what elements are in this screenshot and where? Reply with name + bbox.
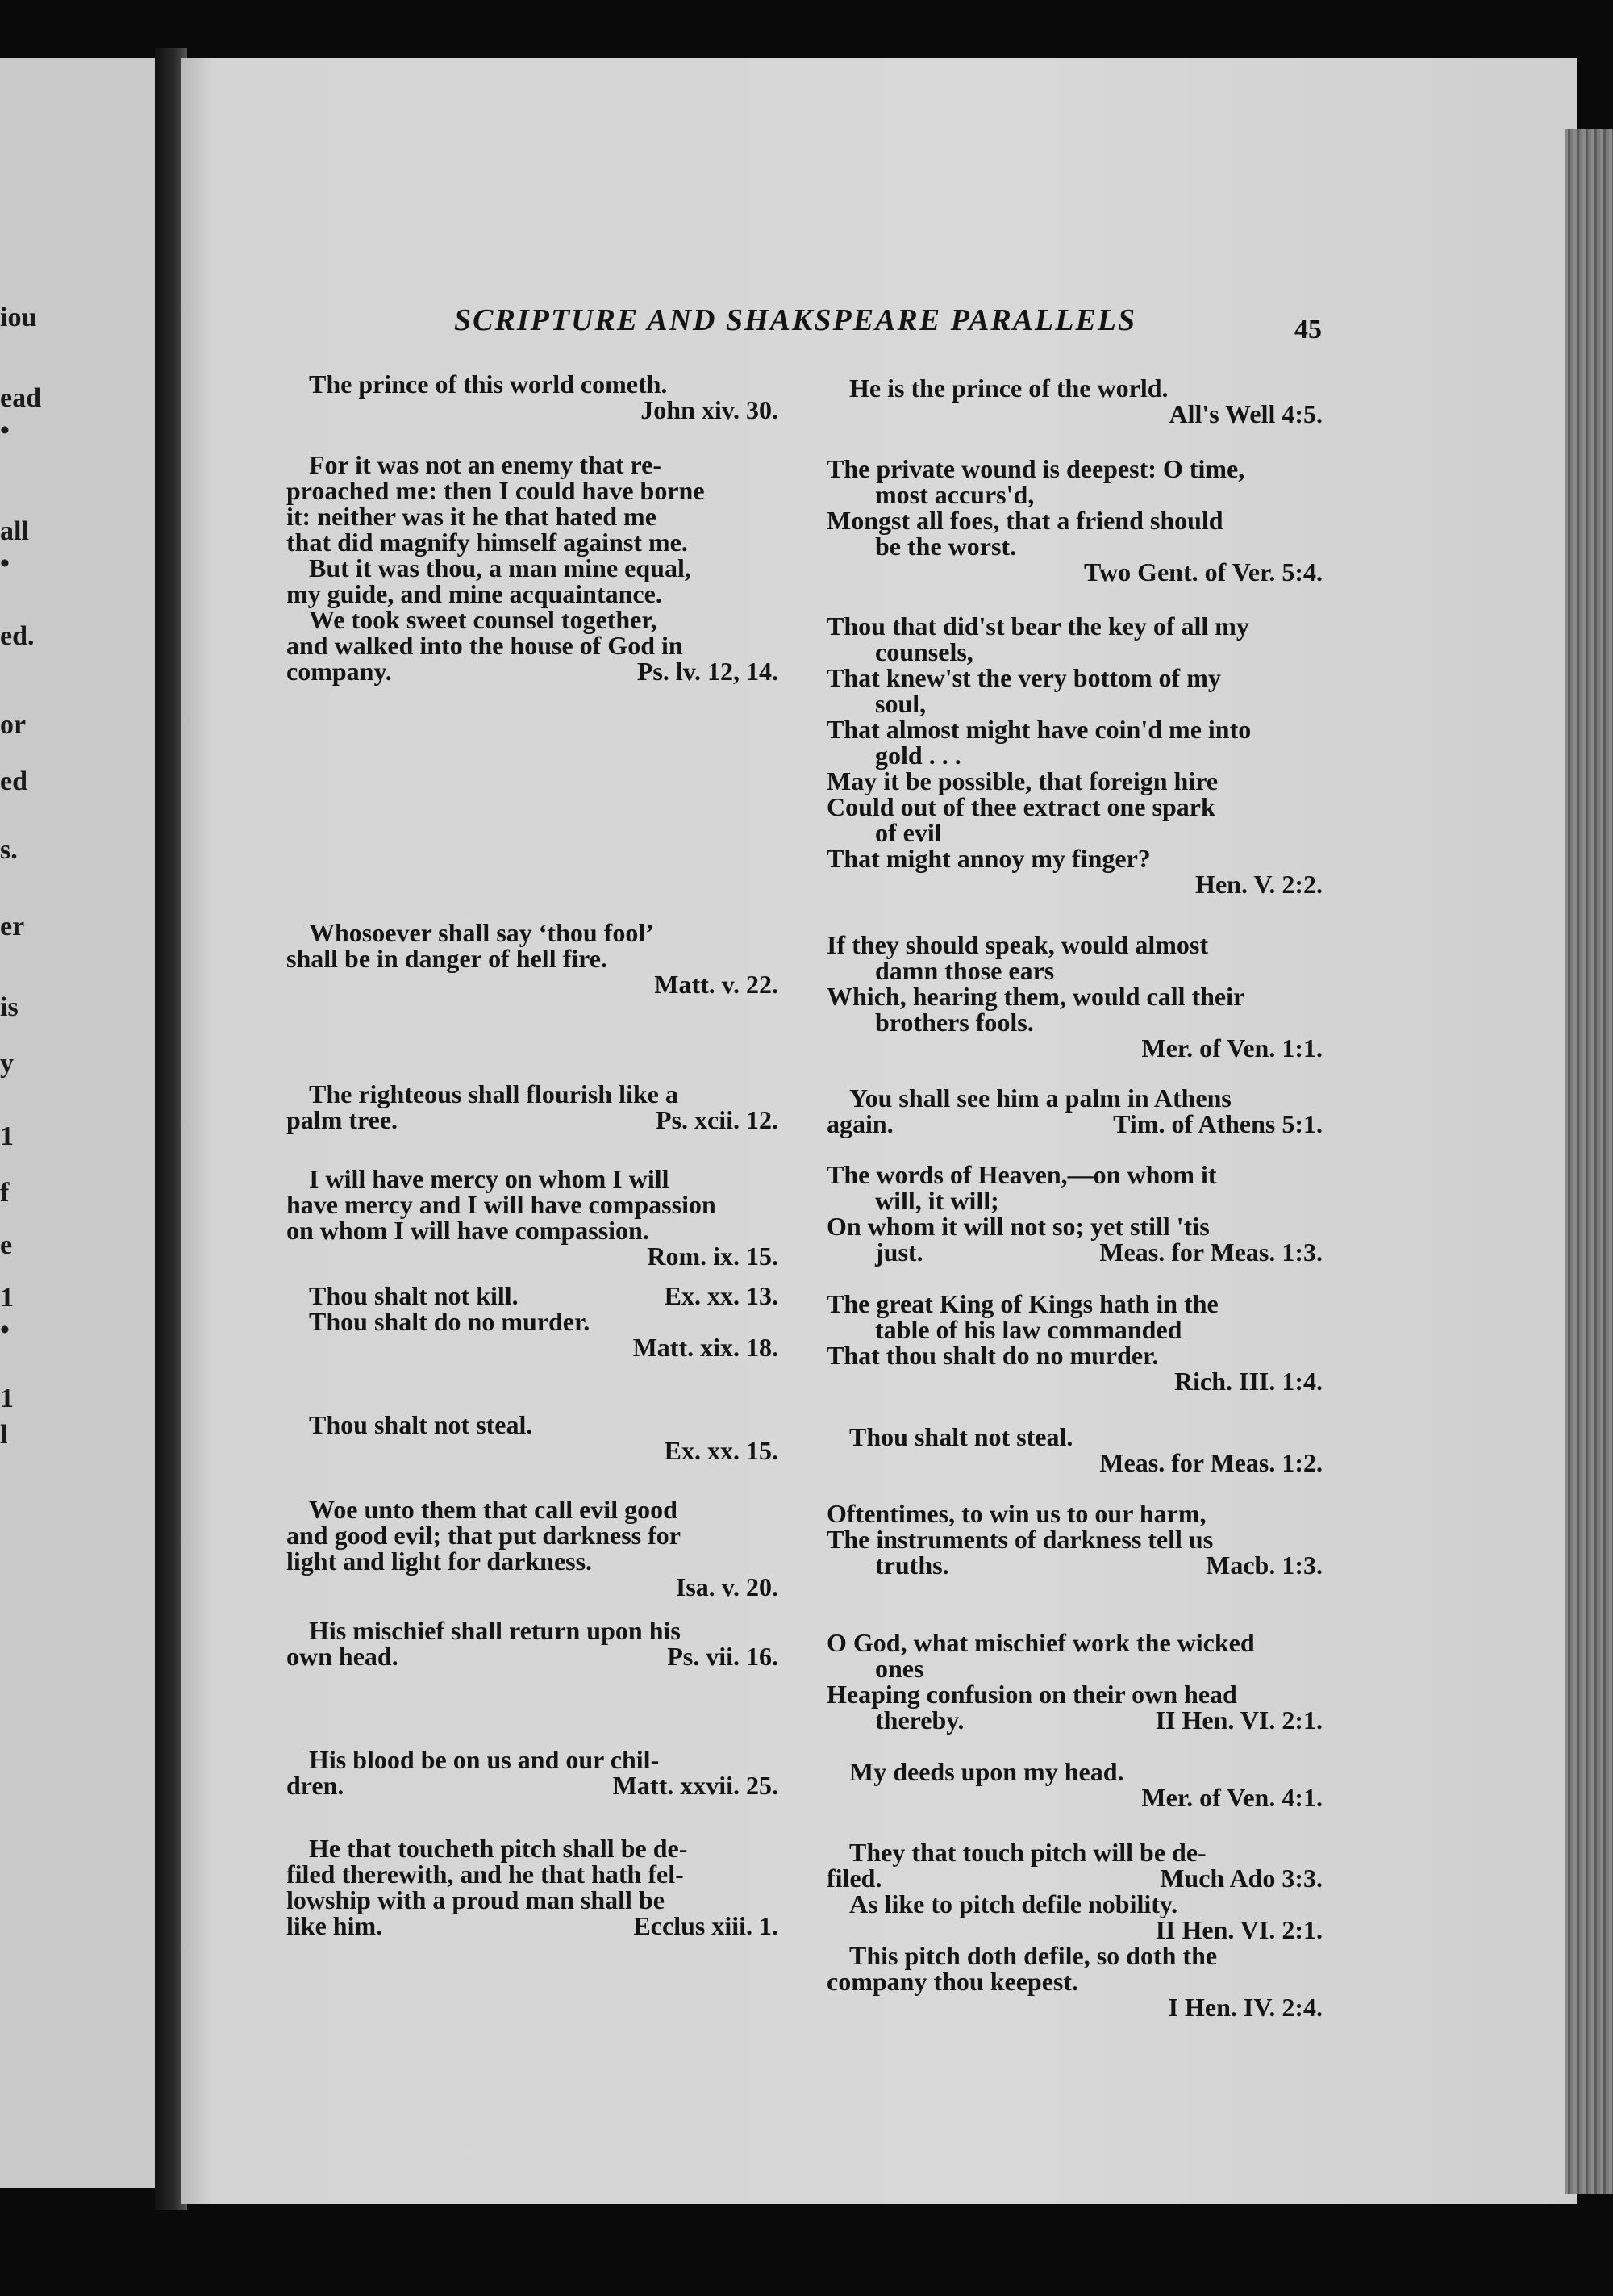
- citation: I Hen. IV. 2:4.: [1168, 1993, 1323, 2022]
- shakespeare-entry: [827, 1162, 1331, 1265]
- scripture-entry: [286, 1166, 786, 1269]
- left-page-fragment: f: [0, 1178, 10, 1208]
- verse-text: gold . . .: [875, 741, 961, 770]
- verse-text: That thou shalt do no murder.: [827, 1341, 1159, 1370]
- verse-text: If they should speak, would almost: [827, 930, 1208, 959]
- verse-text: May it be possible, that foreign hire: [827, 766, 1219, 795]
- text-line: [286, 1913, 786, 1939]
- verse-text: on whom I will have compassion.: [286, 1216, 649, 1245]
- verse-text: Whosoever shall say ‘thou fool’: [309, 918, 654, 947]
- citation: Two Gent. of Ver. 5:4.: [1084, 557, 1323, 587]
- scripture-entry: [286, 371, 786, 423]
- verse-text: The great King of Kings hath in the: [827, 1289, 1219, 1318]
- citation: Hen. V. 2:2.: [1195, 870, 1323, 899]
- verse-text: light and light for darkness.: [286, 1547, 593, 1576]
- verse-text: and good evil; that put darkness for: [286, 1521, 681, 1550]
- left-page-fragment: •: [0, 1315, 10, 1345]
- scripture-entry: [286, 1412, 786, 1463]
- verse-text: Could out of thee extract one spark: [827, 792, 1215, 821]
- verse-text: Thou shalt not steal.: [309, 1410, 533, 1439]
- verse-text: Thou shalt not kill.: [309, 1281, 519, 1310]
- shakespeare-entry: [827, 1501, 1331, 1578]
- verse-text: His blood be on us and our chil-: [309, 1745, 660, 1774]
- verse-text: company.: [286, 657, 392, 686]
- verse-text: He that toucheth pitch shall be de-: [309, 1834, 688, 1863]
- verse-text: His mischief shall return upon his: [309, 1616, 681, 1645]
- left-page-fragment: all: [0, 516, 29, 546]
- scripture-entry: [286, 920, 786, 997]
- verse-text: will, it will;: [875, 1186, 999, 1215]
- verse-text: That almost might have coin'd me into: [827, 715, 1252, 744]
- verse-text: He is the prince of the world.: [849, 374, 1169, 403]
- left-page-fragment: •: [0, 549, 10, 578]
- verse-text: filed.: [827, 1864, 882, 1893]
- citation: Matt. xxvii. 25.: [612, 1771, 778, 1800]
- verse-text: be the worst.: [875, 532, 1017, 561]
- citation: Rom. ix. 15.: [647, 1242, 778, 1271]
- verse-text: palm tree.: [286, 1105, 398, 1134]
- verse-text: dren.: [286, 1771, 344, 1800]
- citation: Matt. xix. 18.: [632, 1333, 778, 1362]
- verse-text: have mercy and I will have compassion: [286, 1190, 716, 1219]
- shakespeare-entry: [827, 456, 1331, 585]
- verse-text: That knew'st the very bottom of my: [827, 663, 1221, 692]
- verse-text: The prince of this world cometh.: [309, 369, 668, 399]
- text-line: [827, 1239, 1331, 1265]
- verse-text: This pitch doth defile, so doth the: [849, 1941, 1218, 1970]
- shakespeare-entry: [827, 1291, 1331, 1394]
- verse-text: own head.: [286, 1642, 398, 1671]
- verse-text: As like to pitch defile nobility.: [849, 1889, 1178, 1918]
- verse-text: I will have mercy on whom I will: [309, 1164, 669, 1193]
- verse-text: We took sweet counsel together,: [309, 605, 657, 634]
- left-page-edge: [0, 58, 155, 2188]
- verse-text: You shall see him a palm in Athens: [849, 1083, 1232, 1113]
- text-line: [827, 1865, 1331, 1891]
- verse-text: most accurs'd,: [875, 480, 1035, 509]
- left-page-fragment: or: [0, 710, 27, 740]
- left-page-fragment: is: [0, 992, 19, 1022]
- verse-text: Thou that did'st bear the key of all my: [827, 612, 1249, 641]
- text-line: [286, 1107, 786, 1133]
- verse-text: damn those ears: [875, 956, 1055, 985]
- left-page-fragment: e: [0, 1230, 13, 1260]
- shakespeare-entry: [827, 1630, 1331, 1733]
- verse-text: Which, hearing them, would call their: [827, 982, 1245, 1011]
- verse-text: The private wound is deepest: O time,: [827, 454, 1245, 483]
- verse-text: Woe unto them that call evil good: [309, 1495, 677, 1524]
- text-line: [827, 1707, 1331, 1733]
- verse-text: They that touch pitch will be de-: [849, 1838, 1207, 1867]
- left-page-fragment: ead: [0, 383, 41, 413]
- left-page-fragment: er: [0, 912, 25, 941]
- scripture-entry: [286, 1283, 786, 1360]
- verse-text: Thou shalt not steal.: [849, 1422, 1073, 1451]
- text-line: [286, 1283, 786, 1309]
- verse-text: That might annoy my finger?: [827, 844, 1151, 873]
- scripture-entry: [286, 1497, 786, 1600]
- citation: Mer. of Ven. 1:1.: [1141, 1033, 1323, 1062]
- verse-text: my guide, and mine acquaintance.: [286, 579, 662, 608]
- page-stack-edge: [1565, 129, 1613, 2194]
- shakespeare-entry: [827, 1759, 1331, 1810]
- scripture-entry: [286, 1081, 786, 1133]
- left-page-fragment: y: [0, 1049, 14, 1079]
- verse-text: table of his law commanded: [875, 1315, 1182, 1344]
- verse-text: The words of Heaven,—on whom it: [827, 1160, 1217, 1189]
- verse-text: it: neither was it he that hated me: [286, 502, 656, 531]
- verse-text: Oftentimes, to win us to our harm,: [827, 1499, 1207, 1528]
- left-page-fragment: l: [0, 1420, 8, 1450]
- left-page-fragment: 1: [0, 1384, 14, 1413]
- verse-text: shall be in danger of hell fire.: [286, 944, 607, 973]
- text-line: [286, 1772, 786, 1798]
- left-page-fragment: iou: [0, 303, 37, 332]
- citation: Meas. for Meas. 1:2.: [1099, 1448, 1323, 1477]
- scripture-entry: [286, 1618, 786, 1669]
- citation: Matt. v. 22.: [654, 970, 778, 999]
- verse-text: proached me: then I could have borne: [286, 476, 705, 505]
- left-page-fragment: s.: [0, 835, 18, 865]
- shakespeare-entry: [827, 1085, 1331, 1137]
- verse-text: But it was thou, a man mine equal,: [309, 553, 691, 582]
- page-number: 45: [1294, 315, 1322, 344]
- verse-text: brothers fools.: [875, 1008, 1034, 1037]
- left-page-fragment: •: [0, 415, 10, 445]
- citation: Meas. for Meas. 1:3.: [1099, 1238, 1323, 1267]
- scripture-entry: [286, 1835, 786, 1939]
- verse-text: My deeds upon my head.: [849, 1757, 1124, 1786]
- text-line: [286, 658, 786, 684]
- citation: Ps. xcii. 12.: [656, 1105, 778, 1134]
- citation: Ps. lv. 12, 14.: [636, 657, 778, 686]
- shakespeare-entry: [827, 1839, 1331, 2020]
- left-page-fragment: 1: [0, 1283, 14, 1313]
- verse-text: On whom it will not so; yet still 'tis: [827, 1212, 1210, 1241]
- verse-text: counsels,: [875, 637, 973, 666]
- verse-text: lowship with a proud man shall be: [286, 1885, 665, 1914]
- verse-text: ones: [875, 1654, 924, 1683]
- verse-text: again.: [827, 1109, 894, 1138]
- citation: II Hen. VI. 2:1.: [1155, 1915, 1323, 1944]
- verse-text: filed therewith, and he that hath fel-: [286, 1860, 684, 1889]
- verse-text: of evil: [875, 818, 942, 847]
- citation: Macb. 1:3.: [1206, 1551, 1323, 1580]
- citation: Tim. of Athens 5:1.: [1113, 1109, 1323, 1138]
- verse-text: Heaping confusion on their own head: [827, 1680, 1237, 1709]
- shakespeare-entry: [827, 613, 1331, 897]
- citation: All's Well 4:5.: [1169, 399, 1323, 428]
- shakespeare-entry: [827, 932, 1331, 1061]
- verse-text: thereby.: [875, 1705, 965, 1735]
- verse-text: Mongst all foes, that a friend should: [827, 506, 1223, 535]
- text-line: [286, 1643, 786, 1669]
- running-head: SCRIPTURE AND SHAKSPEARE PARALLELS: [454, 303, 1137, 337]
- citation: Rich. III. 1:4.: [1173, 1367, 1323, 1396]
- citation: II Hen. VI. 2:1.: [1155, 1705, 1323, 1735]
- verse-text: and walked into the house of God in: [286, 631, 683, 660]
- verse-text: The righteous shall flourish like a: [309, 1079, 678, 1108]
- left-page-fragment: ed.: [0, 621, 35, 651]
- text-line: [827, 1111, 1331, 1137]
- verse-text: soul,: [875, 689, 927, 718]
- citation: Ecclus xiii. 1.: [633, 1911, 778, 1940]
- shakespeare-entry: [827, 375, 1331, 427]
- verse-text: O God, what mischief work the wicked: [827, 1628, 1255, 1657]
- scripture-entry: [286, 452, 786, 684]
- citation: John xiv. 30.: [640, 395, 778, 424]
- citation: Much Ado 3:3.: [1160, 1864, 1323, 1893]
- scripture-entry: [286, 1747, 786, 1798]
- verse-text: just.: [875, 1238, 923, 1267]
- citation: Ex. xx. 13.: [664, 1281, 778, 1310]
- verse-text: truths.: [875, 1551, 949, 1580]
- left-page-fragment: ed: [0, 766, 27, 796]
- citation: Ex. xx. 15.: [664, 1436, 778, 1465]
- citation: Ps. vii. 16.: [667, 1642, 778, 1671]
- left-page-fragment: 1: [0, 1121, 14, 1151]
- verse-text: For it was not an enemy that re-: [309, 450, 661, 479]
- verse-text: Thou shalt do no murder.: [309, 1307, 590, 1336]
- verse-text: like him.: [286, 1911, 383, 1940]
- text-line: [827, 1552, 1331, 1578]
- citation: Isa. v. 20.: [675, 1572, 778, 1601]
- shakespeare-entry: [827, 1424, 1331, 1476]
- verse-text: The instruments of darkness tell us: [827, 1525, 1214, 1554]
- verse-text: that did magnify himself against me.: [286, 528, 688, 557]
- verse-text: company thou keepest.: [827, 1967, 1079, 1996]
- citation: Mer. of Ven. 4:1.: [1141, 1783, 1323, 1812]
